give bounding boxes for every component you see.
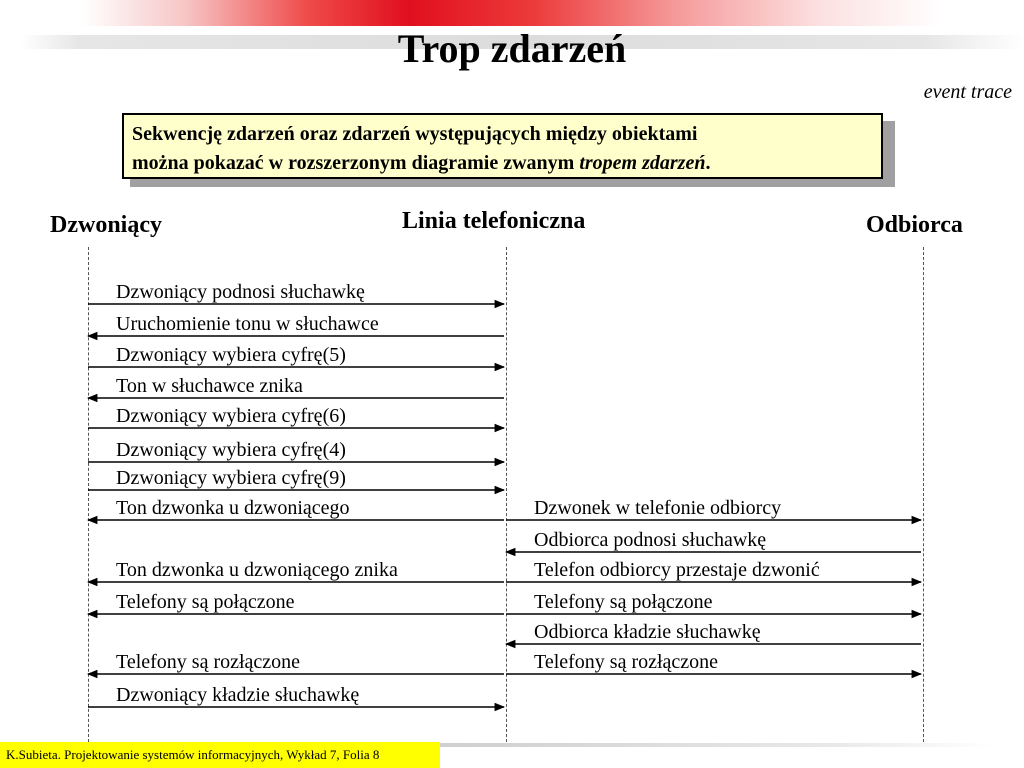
left-message-label-11: Telefony są rozłączone [116,651,301,673]
left-message-label-7: Dzwoniący wybiera cyfrę(9) [116,467,346,489]
callout-line-1: Sekwencję zdarzeń oraz zdarzeń występujących między obiektami [132,123,698,145]
left-message-label-9: Ton dzwonka u dzwoniącego znika [116,559,398,581]
left-message-label-10: Telefony są połączone [116,591,295,613]
left-message-label-1: Dzwoniący podnosi słuchawkę [116,281,365,303]
slide-subtitle: event trace [923,81,1012,103]
footer-credit: K.Subieta. Projektowanie systemów informacyjnych, Wykład 7, Folia 8 [0,742,440,768]
slide-title: Trop zdarzeń [397,26,627,71]
callout-line-2-end: . [705,152,711,174]
left-message-label-8: Ton dzwonka u dzwoniącego [116,497,350,519]
right-message-label-3: Telefon odbiorcy przestaje dzwonić [534,559,820,581]
right-message-label-1: Dzwonek w telefonie odbiorcy [534,497,782,519]
callout-line-2-emphasis: tropem zdarzeń [579,152,706,174]
left-message-label-12: Dzwoniący kładzie słuchawkę [116,684,360,706]
left-message-label-5: Dzwoniący wybiera cyfrę(6) [116,405,346,427]
left-message-label-6: Dzwoniący wybiera cyfrę(4) [116,439,346,461]
actor-receiver: Odbiorca [866,212,963,238]
footer-bar [440,743,994,747]
right-message-label-5: Odbiorca kładzie słuchawkę [534,621,761,643]
callout-line-2-text: można pokazać w rozszerzonym diagramie zwanym [132,152,580,174]
actor-phone-line: Linia telefoniczna [402,208,586,234]
left-message-label-3: Dzwoniący wybiera cyfrę(5) [116,344,346,366]
left-message-label-4: Ton w słuchawce znika [116,375,303,397]
right-message-label-4: Telefony są połączone [534,591,713,613]
right-message-label-6: Telefony są rozłączone [534,651,719,673]
left-message-label-2: Uruchomienie tonu w słuchawce [116,313,379,335]
actor-caller: Dzwoniący [50,212,162,238]
right-message-label-2: Odbiorca podnosi słuchawkę [534,529,767,551]
